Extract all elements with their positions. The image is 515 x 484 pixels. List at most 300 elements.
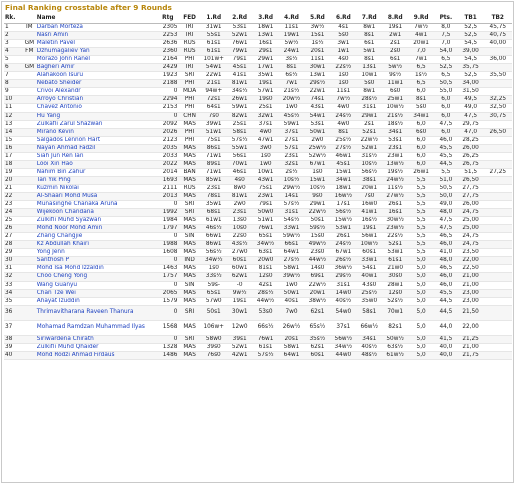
table-cell: SRI: [178, 72, 200, 80]
table-cell: 12s0: [382, 289, 408, 297]
table-cell: 70w1: [227, 160, 253, 168]
table-cell: 2164: [157, 56, 178, 64]
table-row: [4, 80, 512, 88]
player-name-link[interactable]: Siriwardena Chirath: [36, 335, 157, 343]
table-cell: 24,75: [458, 241, 484, 249]
table-row: [4, 249, 512, 257]
table-cell: 23s0: [304, 249, 330, 257]
title-cell: [23, 176, 36, 184]
table-cell: 5,5: [408, 241, 434, 249]
table-cell: 12w0: [227, 320, 253, 335]
table-cell: 29s½: [330, 273, 356, 281]
table-cell: 22,00: [458, 320, 484, 335]
table-cell: 30w1: [304, 64, 330, 72]
title-cell: [23, 320, 36, 335]
table-cell: MAS: [178, 160, 200, 168]
table-row: [4, 281, 512, 289]
table-cell: 53s1: [382, 136, 408, 144]
rank-cell: 5: [4, 56, 23, 64]
table-cell: 14s1: [279, 192, 305, 200]
player-name-link[interactable]: Munasinghe Chanaka Aruna: [36, 201, 157, 209]
table-cell: 27w0: [227, 249, 253, 257]
table-cell: 61s1: [382, 257, 408, 265]
table-cell: 38s1: [356, 176, 382, 184]
table-cell: 2305: [157, 24, 178, 32]
table-cell: 0: [157, 201, 178, 209]
table-cell: [484, 241, 512, 249]
table-cell: 2360: [157, 48, 178, 56]
table-cell: 66w½: [356, 320, 382, 335]
table-cell: 23w1: [382, 152, 408, 160]
table-cell: 10w1: [253, 168, 279, 176]
table-cell: 2035: [157, 144, 178, 152]
table-cell: MAS: [178, 249, 200, 257]
title-cell: FM: [23, 48, 36, 56]
table-cell: 7w½: [330, 96, 356, 104]
title-cell: [23, 112, 36, 120]
table-cell: 28,25: [458, 136, 484, 144]
table-cell: 45,5: [434, 144, 458, 152]
table-cell: 60w1: [227, 265, 253, 273]
table-cell: 46,0: [434, 241, 458, 249]
table-cell: 34w½: [253, 241, 279, 249]
table-cell: 23,00: [458, 289, 484, 297]
column-header: 6.Rd: [330, 14, 356, 24]
player-name-link[interactable]: Al-Shaari Mohd Musa: [36, 192, 157, 200]
table-row: [4, 217, 512, 225]
table-cell: 52w1: [227, 343, 253, 351]
table-cell: 56s½: [330, 209, 356, 217]
table-cell: 6s1: [356, 40, 382, 48]
table-cell: 54,5: [458, 56, 484, 64]
table-cell: 1693: [157, 176, 178, 184]
player-name-link[interactable]: Bagheri Amir: [36, 64, 157, 72]
title-cell: [23, 56, 36, 64]
table-cell: 55,0: [434, 88, 458, 96]
player-name-link[interactable]: Looi Xin Hao: [36, 160, 157, 168]
table-cell: 5w1: [356, 48, 382, 56]
player-name-link[interactable]: Mohamad Ramdzan Muhammad Ilyas: [36, 320, 157, 335]
table-cell: 64s1: [201, 104, 227, 112]
player-name-link[interactable]: Santhosh P: [36, 257, 157, 265]
player-name-link[interactable]: Kz Abdullah Khairi: [36, 241, 157, 249]
table-cell: 21s½: [279, 88, 305, 96]
player-name-link[interactable]: Wijekoon Chandana: [36, 209, 157, 217]
table-cell: 7,0: [408, 48, 434, 56]
table-cell: 43w1: [253, 176, 279, 184]
table-cell: 5,5: [408, 249, 434, 257]
table-row: [4, 241, 512, 249]
table-cell: 37s1: [253, 120, 279, 128]
rank-cell: 16: [4, 144, 23, 152]
table-cell: 64w1: [279, 351, 305, 359]
table-row: [4, 225, 512, 233]
table-cell: 2s1: [356, 120, 382, 128]
column-header: 4.Rd: [279, 14, 305, 24]
table-cell: 52,5: [458, 32, 484, 40]
player-name-link[interactable]: Salgados Lennon Hart: [36, 136, 157, 144]
player-name-link[interactable]: Chavez Antonio: [36, 104, 157, 112]
rank-cell: 35: [4, 297, 23, 305]
player-name-link[interactable]: Arroyo Christian: [36, 96, 157, 104]
table-cell: 1992: [157, 209, 178, 217]
table-row: [4, 104, 512, 112]
table-body: [4, 24, 512, 360]
table-cell: 5,0: [408, 351, 434, 359]
table-cell: 79s1: [227, 56, 253, 64]
table-cell: 53s1: [227, 24, 253, 32]
table-cell: 37s1: [279, 128, 305, 136]
table-cell: [484, 343, 512, 351]
table-cell: 26,25: [458, 152, 484, 160]
table-cell: 5,0: [408, 257, 434, 265]
table-cell: 1608: [157, 249, 178, 257]
title-cell: [23, 217, 36, 225]
player-name-link[interactable]: Choo Cheng Yong: [36, 273, 157, 281]
player-name-link[interactable]: Nasri Amin: [36, 32, 157, 40]
table-cell: 55s1: [201, 32, 227, 40]
rank-cell: 33: [4, 281, 23, 289]
table-cell: 44,5: [434, 305, 458, 320]
table-cell: MAS: [178, 144, 200, 152]
table-cell: 46s1: [227, 168, 253, 176]
table-cell: 2s0: [382, 48, 408, 56]
player-name-link[interactable]: Zulkifli Muhd Qhaider: [36, 343, 157, 351]
column-header: [23, 14, 36, 24]
table-row: [4, 320, 512, 335]
title-cell: [23, 168, 36, 176]
table-cell: 67w1: [304, 160, 330, 168]
table-cell: 4w1: [408, 32, 434, 40]
table-cell: 49w½: [304, 241, 330, 249]
table-row: [4, 273, 512, 281]
table-cell: 1w0: [253, 160, 279, 168]
rank-cell: 21: [4, 184, 23, 192]
player-name-link[interactable]: Hu Yang: [36, 112, 157, 120]
player-name-link[interactable]: Mohd Noor Mohd Amin: [36, 225, 157, 233]
table-cell: 57s1: [279, 144, 305, 152]
rank-cell: 30: [4, 257, 23, 265]
table-cell: 2294: [157, 96, 178, 104]
table-cell: 64w1: [279, 249, 305, 257]
table-cell: 27,75: [458, 192, 484, 200]
table-cell: 54s1: [356, 265, 382, 273]
table-cell: 5w½: [382, 64, 408, 72]
column-header: Rtg: [157, 14, 178, 24]
table-cell: 24,75: [458, 209, 484, 217]
table-cell: 65s1: [201, 289, 227, 297]
table-cell: 39s1: [227, 335, 253, 343]
player-name-link[interactable]: Dzhumagaliev Yan: [36, 48, 157, 56]
table-cell: 86w1: [201, 241, 227, 249]
table-cell: 56s1: [227, 152, 253, 160]
rank-cell: 38: [4, 335, 23, 343]
rank-cell: 27: [4, 233, 23, 241]
column-header: TB2: [484, 14, 512, 24]
table-cell: 1s½: [304, 40, 330, 48]
player-name-link[interactable]: Mirano Kevin: [36, 128, 157, 136]
table-cell: 5,5: [408, 209, 434, 217]
table-row: [4, 233, 512, 241]
player-name-link[interactable]: Zulkafli Zarul Shazwan: [36, 120, 157, 128]
table-cell: 70w1: [382, 305, 408, 320]
table-cell: 67w1: [330, 249, 356, 257]
table-cell: 2013: [157, 192, 178, 200]
table-cell: 6,0: [434, 112, 458, 120]
player-name-link[interactable]: Kuzmin Nikolai: [36, 184, 157, 192]
column-header: Name: [36, 14, 157, 24]
table-cell: 7,0: [434, 40, 458, 48]
crosstable-panel: [1, 1, 514, 483]
table-cell: 28w1: [382, 281, 408, 289]
table-cell: 50s1: [201, 305, 227, 320]
table-cell: [484, 257, 512, 265]
table-cell: 59w1: [279, 120, 305, 128]
title-cell: [23, 152, 36, 160]
table-cell: 45s1: [330, 160, 356, 168]
table-cell: 58w1: [279, 343, 305, 351]
rank-cell: 3: [4, 40, 23, 48]
table-cell: 54,0: [434, 48, 458, 56]
table-cell: 10s0: [227, 225, 253, 233]
table-cell: 31s½: [356, 152, 382, 160]
player-name-link[interactable]: Maletin Pavel: [36, 40, 157, 48]
table-row: [4, 168, 512, 176]
table-cell: 49,0: [458, 104, 484, 112]
player-name-link[interactable]: Yong Jenn: [36, 249, 157, 257]
player-name-link[interactable]: Alahakoon Isuru: [36, 72, 157, 80]
table-cell: 10s½: [279, 176, 305, 184]
title-cell: [23, 136, 36, 144]
table-cell: -0: [227, 281, 253, 289]
table-cell: 26,75: [458, 160, 484, 168]
table-cell: 0: [157, 233, 178, 241]
player-name-link[interactable]: Nahim Bin Zahur: [36, 168, 157, 176]
table-cell: 22w½: [304, 209, 330, 217]
table-cell: 43s1: [304, 104, 330, 112]
table-cell: 23,50: [458, 249, 484, 257]
table-cell: 57w1: [253, 88, 279, 96]
table-cell: 23,00: [458, 297, 484, 305]
table-cell: 45,5: [434, 289, 458, 297]
table-cell: 46,0: [434, 136, 458, 144]
table-cell: 79s1: [253, 201, 279, 209]
table-cell: 29s1: [253, 48, 279, 56]
table-cell: 47w1: [253, 136, 279, 144]
table-cell: 10w½: [356, 241, 382, 249]
table-cell: 5w½: [279, 40, 305, 48]
table-cell: 5,5: [408, 217, 434, 225]
table-cell: 61w½: [382, 351, 408, 359]
table-cell: MAS: [178, 225, 200, 233]
table-cell: 27,75: [458, 184, 484, 192]
table-cell: 39w½: [279, 273, 305, 281]
table-row: [4, 72, 512, 80]
table-cell: IND: [178, 257, 200, 265]
table-cell: 5s0: [330, 32, 356, 40]
table-cell: 47,5: [458, 112, 484, 120]
rank-cell: 13: [4, 120, 23, 128]
title-cell: [23, 241, 36, 249]
player-name-link[interactable]: Mohd Rodzi Ahmad Firdaus: [36, 351, 157, 359]
title-cell: [23, 343, 36, 351]
table-cell: 5,0: [408, 265, 434, 273]
table-cell: 3w0: [253, 144, 279, 152]
table-cell: 18w1: [330, 184, 356, 192]
rank-cell: 4: [4, 48, 23, 56]
table-cell: 47,5: [434, 225, 458, 233]
player-name-link[interactable]: Zulkifli Muhd Syazwan: [36, 217, 157, 225]
player-name-link[interactable]: Darban Morteza: [36, 24, 157, 32]
rank-cell: 32: [4, 273, 23, 281]
rank-cell: 1: [4, 24, 23, 32]
table-cell: 58w0: [201, 335, 227, 343]
table-cell: 15s1: [304, 32, 330, 40]
table-cell: 5,0: [408, 297, 434, 305]
player-name-link[interactable]: Siah Jun Ren Ian: [36, 152, 157, 160]
table-cell: 15w1: [304, 176, 330, 184]
table-cell: 2065: [157, 289, 178, 297]
table-cell: 5,0: [408, 305, 434, 320]
table-cell: 23w½: [382, 225, 408, 233]
table-cell: MAS: [178, 176, 200, 184]
table-cell: 46,0: [434, 281, 458, 289]
table-cell: 14s0: [304, 265, 330, 273]
table-cell: 38w½: [304, 297, 330, 305]
table-cell: 6,0: [408, 152, 434, 160]
table-cell: 89s1: [201, 160, 227, 168]
player-name-link[interactable]: Chan Tze Wei: [36, 289, 157, 297]
table-cell: 79w1: [227, 48, 253, 56]
table-cell: 6,5: [408, 80, 434, 88]
rank-cell: 19: [4, 168, 23, 176]
table-cell: 59w½: [279, 233, 305, 241]
table-cell: 26w½: [279, 320, 305, 335]
table-cell: 66w1: [201, 233, 227, 241]
table-cell: 51w1: [253, 217, 279, 225]
table-cell: 10w1: [356, 72, 382, 80]
table-cell: 8s1: [330, 128, 356, 136]
rank-cell: 12: [4, 112, 23, 120]
table-cell: 46,0: [434, 273, 458, 281]
table-cell: PHI: [178, 104, 200, 112]
player-name-link[interactable]: Crivoi Alexandr: [36, 88, 157, 96]
table-cell: 35s½: [304, 335, 330, 343]
table-cell: 3w½: [304, 24, 330, 32]
rank-cell: 10: [4, 96, 23, 104]
table-cell: 76w1: [253, 335, 279, 343]
table-cell: 68s1: [201, 209, 227, 217]
table-cell: 40s½: [330, 297, 356, 305]
table-cell: [484, 80, 512, 88]
table-cell: 94w+: [201, 88, 227, 96]
player-name-link[interactable]: Morazo John Ranel: [36, 56, 157, 64]
table-cell: 58s1: [356, 305, 382, 320]
table-cell: 9w½: [227, 289, 253, 297]
player-name-link[interactable]: Nebato Sheider: [36, 80, 157, 88]
table-cell: 5,5: [408, 201, 434, 209]
table-row: [4, 297, 512, 305]
player-name-link[interactable]: Mohd Isa Mohd Izzaldin: [36, 265, 157, 273]
table-cell: 9s½: [382, 72, 408, 80]
table-cell: 20s1: [304, 48, 330, 56]
table-cell: 76w1: [253, 225, 279, 233]
table-cell: SRI: [178, 209, 200, 217]
table-cell: 4w0: [330, 120, 356, 128]
player-name-link[interactable]: Zhang Changjie: [36, 233, 157, 241]
table-cell: 30w½: [382, 217, 408, 225]
table-cell: 24,75: [458, 233, 484, 241]
table-cell: 10w½: [382, 104, 408, 112]
column-header: 5.Rd: [304, 14, 330, 24]
table-cell: 4w0: [253, 128, 279, 136]
table-cell: 6,5: [434, 56, 458, 64]
table-cell: 2033: [157, 152, 178, 160]
table-cell: 2w1: [382, 32, 408, 40]
rank-cell: 28: [4, 241, 23, 249]
table-cell: 23s1: [279, 152, 305, 160]
table-cell: 7,5: [434, 32, 458, 40]
table-cell: 40s½: [356, 343, 382, 351]
player-name-link[interactable]: Thrimavitharana Raveen Thanura: [36, 305, 157, 320]
rank-cell: 40: [4, 351, 23, 359]
table-cell: 26,50: [484, 128, 512, 136]
table-cell: 57s½: [227, 136, 253, 144]
rank-cell: 11: [4, 104, 23, 112]
table-cell: 46s½: [201, 225, 227, 233]
column-header: 7.Rd: [356, 14, 382, 24]
player-name-link[interactable]: Wang Guanyu: [36, 281, 157, 289]
table-cell: [484, 305, 512, 320]
table-cell: RUS: [178, 184, 200, 192]
table-cell: 21,00: [458, 343, 484, 351]
table-cell: 54s½: [279, 217, 305, 225]
table-cell: 8w0: [227, 184, 253, 192]
table-cell: MAS: [178, 192, 200, 200]
table-cell: 34w1: [408, 112, 434, 120]
table-cell: SIN: [178, 233, 200, 241]
table-cell: [484, 136, 512, 144]
table-cell: 33w1: [356, 257, 382, 265]
table-cell: 2429: [157, 64, 178, 72]
table-cell: 1w1: [330, 48, 356, 56]
table-cell: 41,0: [434, 249, 458, 257]
table-cell: MAS: [178, 343, 200, 351]
table-cell: 50,5: [434, 80, 458, 88]
player-name-link[interactable]: Tan Yik Ping: [36, 176, 157, 184]
table-cell: 21,75: [458, 351, 484, 359]
table-cell: 52,5: [458, 24, 484, 32]
table-cell: 20s1: [279, 335, 305, 343]
table-cell: 21,00: [458, 273, 484, 281]
table-cell: MAS: [178, 120, 200, 128]
table-cell: 3w1: [330, 40, 356, 48]
table-cell: 1s0: [330, 80, 356, 88]
table-cell: 50w1: [304, 128, 330, 136]
table-cell: 34w½: [330, 343, 356, 351]
table-cell: 45s½: [279, 112, 305, 120]
table-cell: 40,0: [434, 343, 458, 351]
table-cell: [484, 273, 512, 281]
column-header: 3.Rd: [253, 14, 279, 24]
table-cell: 23w1: [253, 192, 279, 200]
rank-cell: 23: [4, 201, 23, 209]
player-name-link[interactable]: Ahayat Izuddin: [36, 297, 157, 305]
table-cell: 19s1: [253, 80, 279, 88]
table-cell: 50,5: [434, 184, 458, 192]
rank-cell: 17: [4, 152, 23, 160]
player-name-link[interactable]: Nayan Ahmad Fadzil: [36, 144, 157, 152]
